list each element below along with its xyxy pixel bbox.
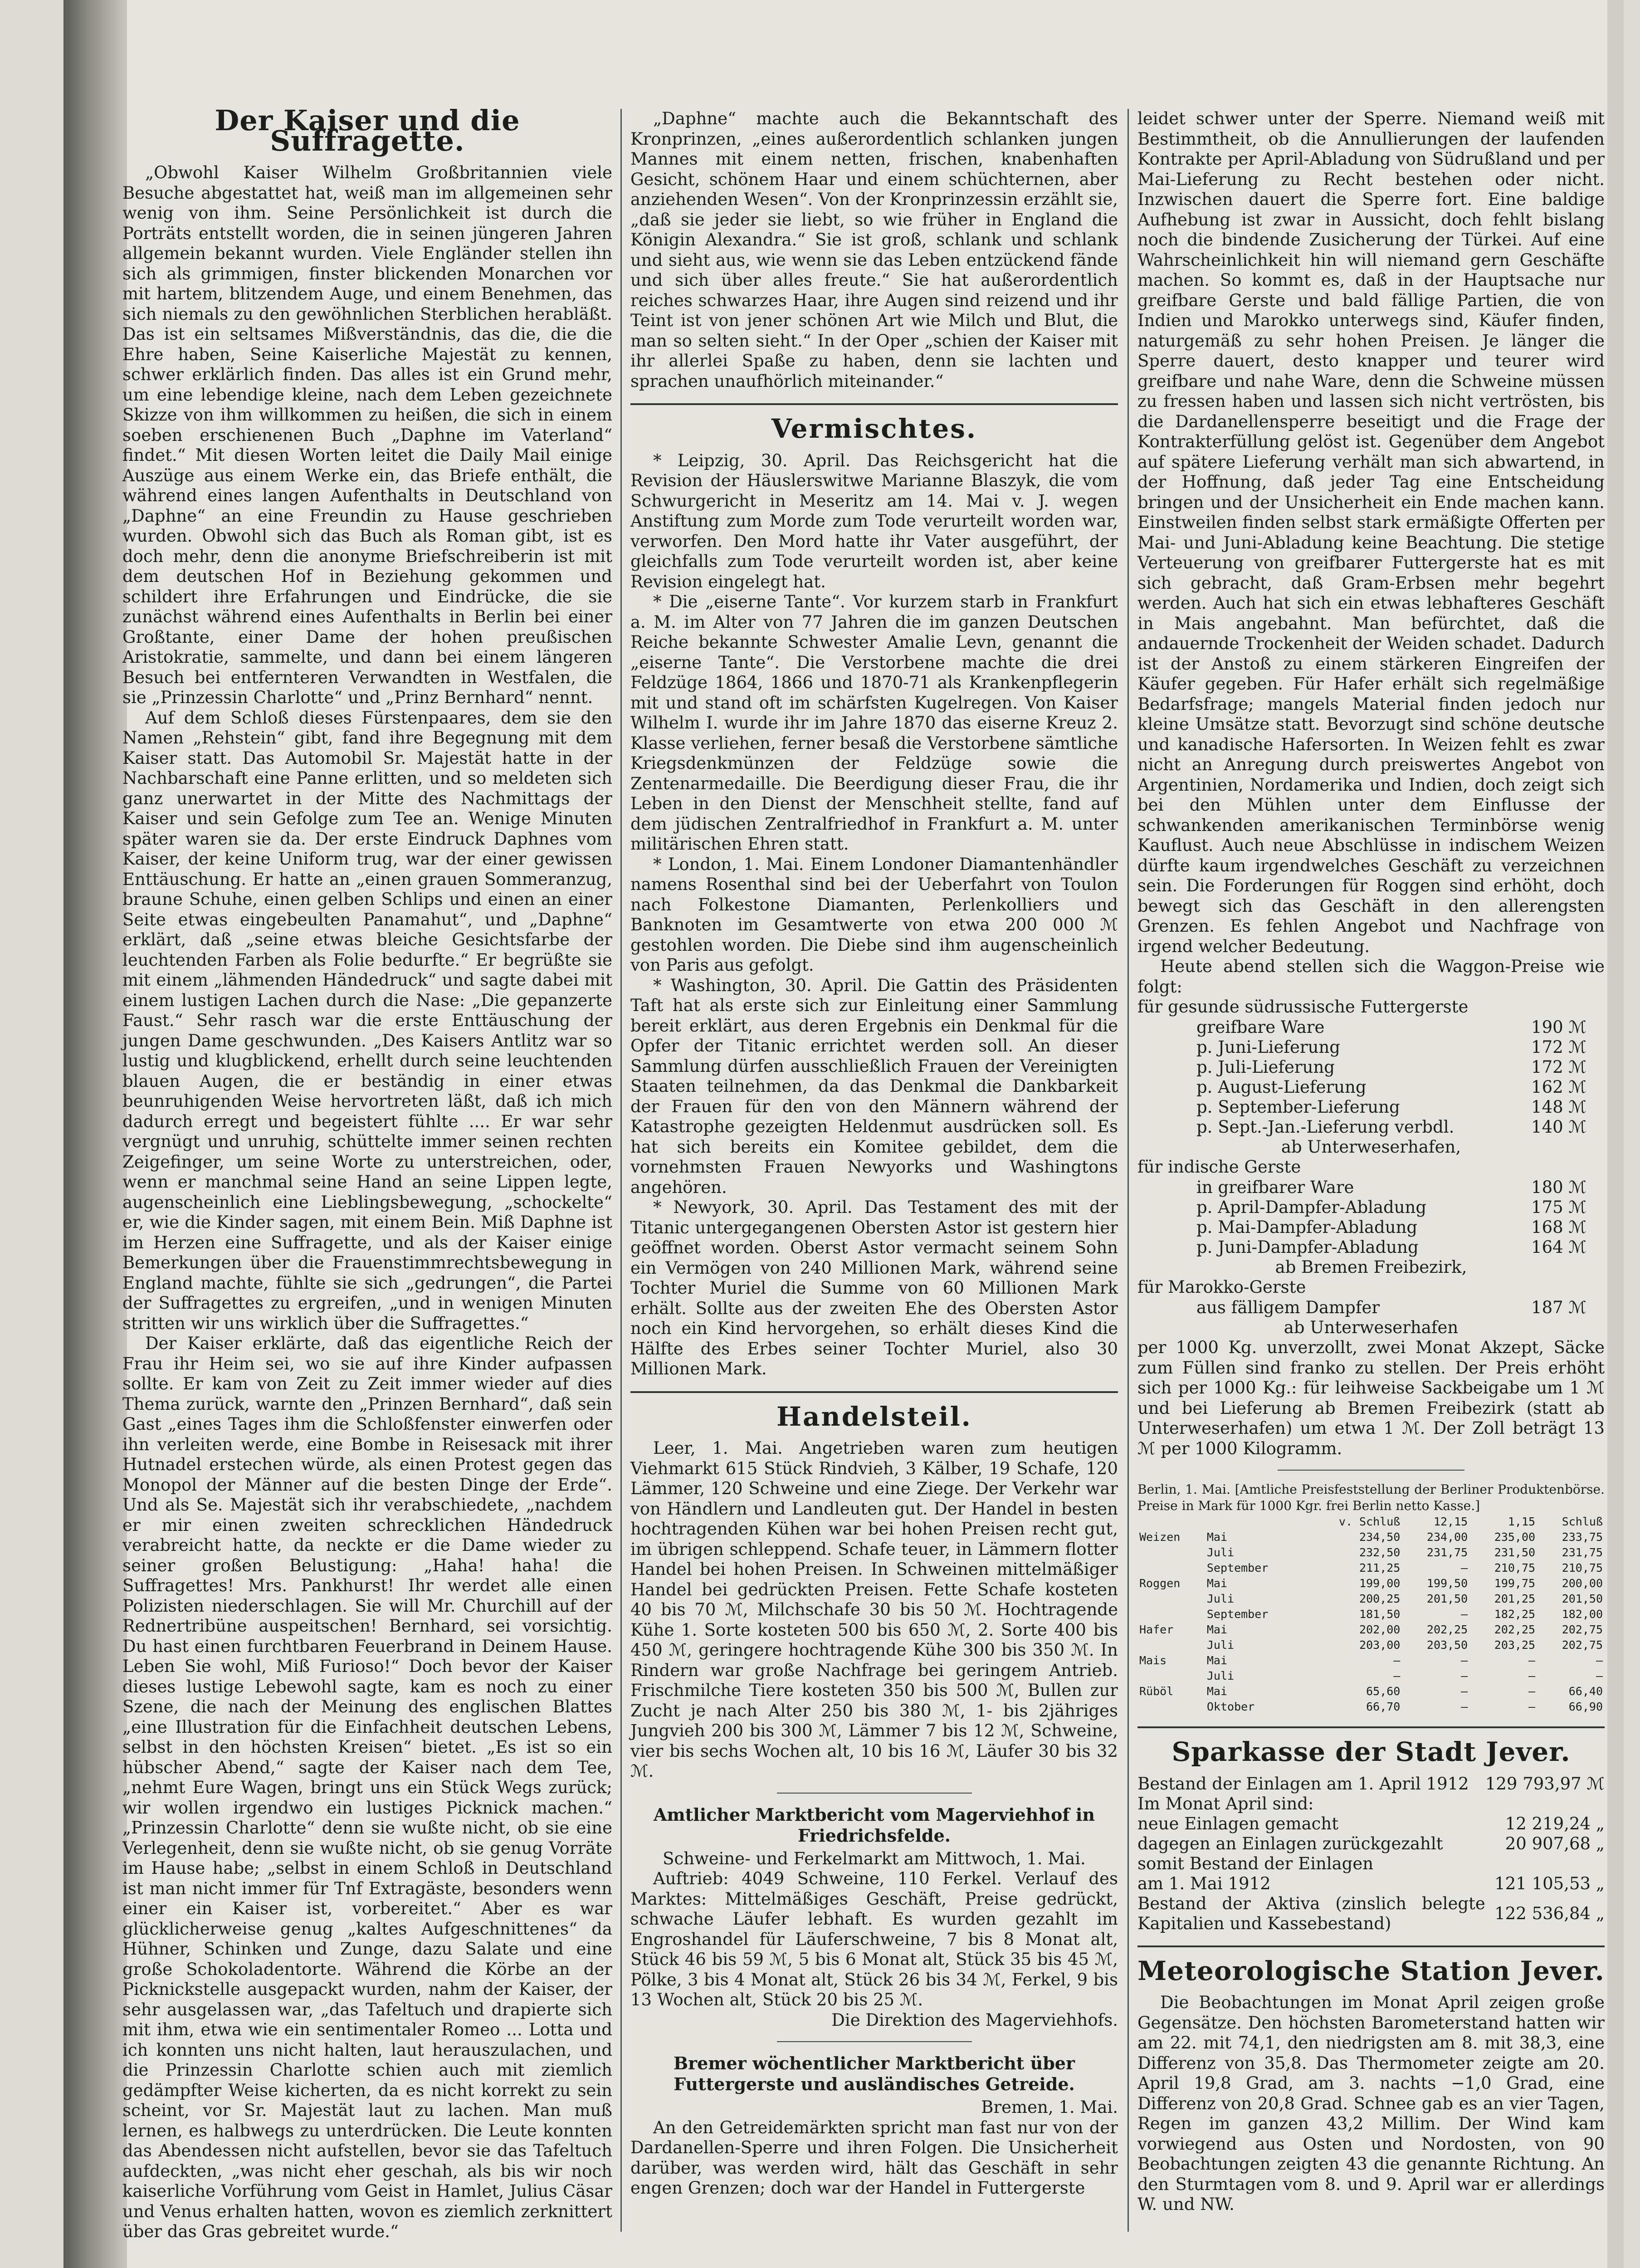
paragraph: leidet schwer unter der Sperre. Niemand weiß mit Bestimmtheit, ob die Annullierungen der laufenden Kontrakte per April-Abladung von Südrußland und per Mai-Lieferung zu Recht bestehen oder nicht. Inzwischen dauert die Sperre fort. Eine baldige Aufhebung ist zwar in Aussicht, doch fehlt bislang noch die bindende Zusicherung der Türkei. Auf eine Wahrscheinlichkeit hin will niemand gern Geschäfte machen. So kommt es, daß in der Hauptsache nur greifbare Gerste und bald fällige Partien, die von Indien und Marokko unterwegs sind, Käufer finden, naturgemäß zu sehr hohen Preisen. Je länger die Sperre dauert, desto knapper und teurer wird greifbare und nahe Ware, denn die Schweine müssen zu fressen haben und lassen sich nicht vertrösten, bis die Dardanellensperre beseitigt und die Frage der Kontrakterfüllung gelöst ist. Gegenüber dem Angebot auf spätere Lieferung verhält man sich abwartend, in der Hoffnung, daß jeder Tag eine Entscheidung bringen und der Unsicherheit ein Ende machen kann. Einstweilen finden selbst stark ermäßigte Offerten per Mai- und Juni-Abladung keine Beachtung. Die stetige Verteuerung von greifbarer Futtergerste hat es mit sich gebracht, daß Gram-Erbsen mehr begehrt werden. Auch hat sich ein etwas lebhafteres Geschäft in Mais angebahnt. Man befürchtet, daß die andauernde Trockenheit der Weiden schadet. Dadurch ist der Anstoß zu einem stärkeren Eingreifen der Käufer gegeben. Für Hafer erhält sich regelmäßige Bedarfsfrage; mangels Material finden jedoch nur kleine Umsätze statt. Bevorzugt sind schöne deutsche und kanadische Hafersorten. In Weizen fehlt es zwar nicht an Anregung durch preiswertes Angebot von Argentinien, Nordamerika und Indien, doch zeigt sich bei den Mühlen unter dem Einflusse der schwankenden amerikanischen Terminbörse wenig Kauflust. Auch neue Abschlüsse in indischem Weizen dürfte kaum irgendwelches Geschäft zu verzeichnen sein. Die Forderungen für Roggen sind erhöht, doch bewegt sich das Geschäft in den allerengsten Grenzen. Es fehlen Angebot und Nachfrage von irgend welcher Bedeutung.	[1137, 109, 1605, 956]
price-cell: —	[1393, 1654, 1401, 1667]
month-cell: September	[1206, 1561, 1269, 1574]
price-cell: —	[1528, 1685, 1536, 1698]
price-cell: —	[1461, 1669, 1468, 1682]
month-cell: Mai	[1206, 1654, 1228, 1667]
price-cell: 182,00	[1562, 1608, 1603, 1621]
price-cell: 202,00	[1359, 1623, 1401, 1636]
commodity-cell	[1137, 1607, 1205, 1622]
section-rule	[630, 1391, 1118, 1393]
price-label: p. Juni-Dampfer-Abladung	[1196, 1237, 1419, 1257]
price-value: 162 ℳ	[1531, 1077, 1586, 1097]
table-row	[1137, 1874, 1605, 1894]
table-row	[1137, 1591, 1605, 1607]
column-header: 12,15	[1433, 1515, 1468, 1528]
price-cell: 201,50	[1426, 1592, 1468, 1605]
section-rule	[1137, 1726, 1605, 1728]
price-cell: 231,50	[1494, 1546, 1536, 1559]
price-cell: —	[1393, 1669, 1401, 1682]
account-value: 129 793,97 ℳ	[1485, 1774, 1605, 1794]
news-item: * Die „eiserne Tante“. Vor kurzem starb in Frankfurt a. M. im Alter von 77 Jahren die im ganzen Deutschen Reiche bekannte Schwester Amalie Levn, genannt die „eiserne Tante“. Die Verstorbene machte die drei Feldzüge 1864, 1866 und 1870-71 als Krankenpflegerin mit und stand oft im schärfsten Kugelregen. Von Kaiser Wilhelm I. wurde ihr im Jahre 1870 das eiserne Kreuz 2. Klasse verliehen, ferner besaß die Verstorbene sämtliche Kriegsdenkmünzen der Feldzüge sowie die Zentenarmedaille. Die Beerdigung dieser Frau, die ihr Leben in den Dienst der Menschheit stellte, fand auf dem jüdischen Zentralfriedhof in Frankfurt a. M. unter militärischen Ehren statt.	[630, 592, 1118, 854]
price-cell: 202,75	[1562, 1638, 1603, 1652]
account-label: Bestand der Einlagen am 1. April 1912	[1137, 1774, 1469, 1794]
price-value: 175 ℳ	[1531, 1197, 1586, 1217]
account-value: 121 105,53 „	[1494, 1873, 1605, 1893]
price-cell: 199,50	[1426, 1577, 1468, 1590]
price-row	[1196, 1178, 1596, 1198]
price-location: ab Bremen Freibezirk,	[1275, 1257, 1467, 1277]
table-row	[1137, 1834, 1605, 1854]
divider	[777, 2041, 972, 2042]
commodity-cell	[1137, 1699, 1205, 1715]
price-cell: 232,50	[1359, 1546, 1401, 1559]
price-cell: 201,25	[1494, 1592, 1536, 1605]
prices-label: für gesunde südrussische Futtergerste	[1137, 997, 1469, 1017]
price-row	[1196, 1217, 1596, 1237]
section-rule	[1137, 1945, 1605, 1947]
column-header: v. Schluß	[1338, 1515, 1401, 1528]
sparkasse-table	[1137, 1774, 1605, 1934]
commodity-cell	[1137, 1591, 1205, 1607]
prices-label: für Marokko-Gerste	[1137, 1277, 1306, 1297]
price-label: p. August-Lieferung	[1196, 1077, 1367, 1097]
market-report-signature: Die Direktion des Magerviehhofs.	[831, 2010, 1118, 2030]
price-table-morocco	[1196, 1298, 1596, 1318]
price-row	[1196, 1017, 1596, 1037]
price-value: 172 ℳ	[1531, 1037, 1586, 1057]
price-value: 168 ℳ	[1531, 1217, 1586, 1237]
account-label: neue Einlagen gemacht	[1137, 1813, 1339, 1833]
account-value: 12 219,24 „	[1505, 1813, 1605, 1833]
price-cell: —	[1461, 1654, 1468, 1667]
price-cell: 202,25	[1494, 1623, 1536, 1636]
divider	[1278, 1470, 1464, 1471]
price-cell: 200,25	[1359, 1592, 1401, 1605]
price-cell: —	[1528, 1700, 1536, 1713]
price-cell: 201,50	[1562, 1592, 1603, 1605]
price-cell: 231,75	[1426, 1546, 1468, 1559]
price-cell: 65,60	[1366, 1685, 1401, 1698]
price-location: ab Unterweserhafen,	[1281, 1137, 1461, 1157]
price-value: 164 ℳ	[1531, 1237, 1586, 1257]
article-headline-kaiser: Der Kaiser und die Suffragette.	[215, 104, 520, 157]
price-cell: 66,90	[1568, 1700, 1603, 1713]
table-row	[1137, 1814, 1605, 1834]
berlin-exchange-title: Berlin, 1. Mai. [Amtliche Preisfeststellung der Berliner Produktenbörse. Preise in Mark für 1000 Kgr. frei Berlin netto Kasse.]	[1137, 1482, 1605, 1513]
price-row	[1196, 1298, 1596, 1318]
month-cell: Mai	[1206, 1577, 1228, 1590]
prices-intro: Heute abend stellen sich die Waggon-Preise wie folgt:	[1137, 957, 1605, 997]
price-cell: —	[1528, 1654, 1536, 1667]
table-row	[1137, 1653, 1605, 1668]
berlin-exchange-table	[1137, 1514, 1605, 1715]
price-value: 140 ℳ	[1531, 1117, 1586, 1137]
table-row	[1137, 1854, 1605, 1874]
month-cell: Juli	[1206, 1669, 1235, 1682]
month-cell: Oktober	[1206, 1700, 1255, 1713]
month-cell: Juli	[1206, 1546, 1235, 1559]
price-cell: 210,75	[1562, 1561, 1603, 1574]
price-cell: 202,75	[1562, 1623, 1603, 1636]
commodity-cell	[1137, 1668, 1205, 1684]
price-cell: 203,50	[1426, 1638, 1468, 1652]
commodity-cell: Rüböl	[1139, 1685, 1174, 1698]
bremen-report-text: An den Getreidemärkten spricht man fast nur von der Dardanellen-Sperre und ihren Folgen. Die Unsicherheit darüber, was werden wird, hält das Geschäft in sehr engen Grenzen; doch war der Handel in Futtergerste	[630, 2117, 1118, 2198]
account-value: 20 907,68 „	[1505, 1833, 1605, 1853]
bremen-report-date: Bremen, 1. Mai.	[981, 2097, 1118, 2117]
price-row	[1196, 1198, 1596, 1217]
price-value: 187 ℳ	[1531, 1297, 1586, 1317]
account-value	[1485, 1794, 1605, 1814]
price-cell: 234,50	[1359, 1530, 1401, 1544]
market-report-text: Auftrieb: 4049 Schweine, 110 Ferkel. Verlauf des Marktes: Mittelmäßiges Geschäft, Preise gedrückt, schwache Läufer lebhaft. Es wurden gezahlt im Engroshandel für Läuferschweine, 7 bis 8 Monat alt, Stück 46 bis 59 ℳ, 5 bis 6 Monat alt, Stück 35 bis 45 ℳ, Pölke, 3 bis 4 Monat alt, Stück 26 bis 34 ℳ, Ferkel, 9 bis 13 Wochen alt, Stück 20 bis 25 ℳ.	[630, 1869, 1118, 2009]
column-3	[1137, 104, 1605, 2215]
month-cell: Juli	[1206, 1592, 1235, 1605]
month-cell: Mai	[1206, 1530, 1228, 1544]
price-cell: 210,75	[1494, 1561, 1536, 1574]
market-report-subtitle: Schweine- und Ferkelmarkt am Mittwoch, 1. Mai.	[663, 1848, 1086, 1868]
news-item: * Washington, 30. April. Die Gattin des Präsidenten Taft hat als erste sich zur Einleitung einer Sammlung bereit erklärt, aus deren Ergebnis ein Denkmal für die Opfer der Titanic errichtet werden soll. An dieser Sammlung dürfen ausschließlich Frauen der Vereinigten Staaten teilnehmen, da das Denkmal die Dankbarkeit der Frauen für den von den Männern während der Katastrophe gezeigten Heldenmut ausdrücken soll. Es hat sich bereits ein Komitee gebildet, dem die vornehmsten Frauen Newyorks und Washingtons angehören.	[630, 975, 1118, 1197]
table-header	[1137, 1514, 1605, 1530]
price-row	[1196, 1077, 1596, 1097]
paragraph: Auf dem Schloß dieses Fürstenpaares, dem sie den Namen „Rehstein“ gibt, fand ihre Begegnung mit dem Kaiser statt. Das Automobil Sr. Majestät hatte in der Nachbarschaft eine Panne erlitten, und so meldeten sich ganz unerwartet in der Mitte des Nachmittags der Kaiser und sein Gefolge zum Tee an. Wenige Minuten später waren sie da. Der erste Eindruck Daphnes vom Kaiser, der keine Uniform trug, war der einer gewissen Enttäuschung. Er hatte an „einen grauen Sommeranzug, braune Schuhe, einen gelben Schlips und einen an einer Seite etwas eingebeulten Panamahut“, und „Daphne“ erklärt, daß „seine etwas bleiche Gesichtsfarbe der leuchtenden Farben als Folie bedurfte.“ Er begrüßte sie mit einem „lähmenden Händedruck“ und sagte dabei mit einem lustigen Lachen durch die Nase: „Die gepanzerte Faust.“ Sehr rasch war die erste Enttäuschung der jungen Dame geschwunden. „Des Kaisers Antlitz war so lustig und klugblickend, erhellt durch seine leuchtenden blauen Augen, die er beständig in einer etwas beunruhigenden Weise hervortreten läßt, daß ich mich dadurch erregt und begeistert fühlte .... Er war sehr vergnügt und unruhig, schüttelte immer seinen rechten Zeigefinger, um seine Worte zu unterstreichen, oder, wenn er manchmal seine Hand an seine Lippen legte, augenscheinlich eine Lieblingsbewegung, „schockelte“ er, wie die Kinder sagen, mit einem Bein. Miß Daphne ist im Herzen eine Suffragette, und als der Kaiser einige Bemerkungen über die Frauenstimmrechtsbewegung in England machte, fühlte sie sich „gedrungen“, die Partei der Suffragettes zu ergreifen, „und in wenigen Minuten stritten wir uns wirklich über die Suffragettes.“	[122, 708, 612, 1333]
price-row	[1196, 1097, 1596, 1117]
account-value	[1485, 1854, 1605, 1874]
price-terms: per 1000 Kg. unverzollt, zwei Monat Akzept, Säcke zum Füllen sind franko zu stellen. Der Preis erhöht sich per 1000 Kg.: für leihweise Sackbeigabe um 1 ℳ und bei Lieferung ab Bremen Freibezirk (statt ab Unterweserhafen) um etwa 1 ℳ. Der Zoll beträgt 13 ℳ per 1000 Kilogramm.	[1137, 1338, 1605, 1458]
account-label: dagegen an Einlagen zurückgezahlt	[1137, 1833, 1443, 1853]
book-spine	[63, 0, 127, 2268]
section-rule	[630, 403, 1118, 405]
price-row	[1196, 1057, 1596, 1077]
price-label: p. Juni-Lieferung	[1196, 1037, 1340, 1057]
price-label: aus fälligem Dampfer	[1196, 1297, 1380, 1317]
table-row	[1137, 1530, 1605, 1545]
market-report-leer: Leer, 1. Mai. Angetrieben waren zum heutigen Viehmarkt 615 Stück Rindvieh, 3 Kälber, 19 Schafe, 120 Lämmer, 120 Schweine und eine Ziege. Der Verkehr war von Händlern und Landleuten gut. Der Handel in besten hochtragenden Kühen war bei hohen Preisen recht gut, im übrigen schleppend. Schafe teuer, in Lämmern flotter Handel bei hohen Preisen. In Schweinen mittelmäßiger Handel bei gedrückten Preisen. Fette Schafe kosteten 40 bis 70 ℳ, Milchschafe 30 bis 50 ℳ. Hochtragende Kühe 1. Sorte kosteten 500 bis 650 ℳ, 2. Sorte 400 bis 450 ℳ, geringere hochtragende Kühe 300 bis 350 ℳ. In Rindern war große Nachfrage bei geringem Antrieb. Frischmilche Tiere kosteten 350 bis 500 ℳ, Bullen zur Zucht je nach Alter 250 bis 380 ℳ, 1- bis 2jähriges Jungvieh 200 bis 300 ℳ, Lämmer 7 bis 12 ℳ, Schweine, vier bis sechs Wochen alt, 10 bis 16 ℳ, Läufer 30 bis 32 ℳ.	[630, 1438, 1118, 1781]
page-edge	[1607, 0, 1624, 2268]
price-label: in greifbarer Ware	[1196, 1177, 1354, 1197]
month-cell: Mai	[1206, 1685, 1228, 1698]
account-label: Im Monat April sind:	[1137, 1794, 1314, 1813]
price-row	[1196, 1117, 1596, 1137]
section-heading-vermischtes: Vermischtes.	[771, 413, 977, 444]
news-item: * Leipzig, 30. April. Das Reichsgericht hat die Revision der Häuslerswitwe Marianne Blaszyk, die vom Schwurgericht in Meseritz am 14. Mai v. J. wegen Anstiftung zum Morde zum Tode verurteilt worden war, verworfen. Den Mord hatte ihr Vater ausgeführt, der gleichfalls zum Tode verurteilt worden ist, aber keine Revision eingelegt hat.	[630, 450, 1118, 591]
prices-label: für indische Gerste	[1137, 1157, 1301, 1177]
price-value: 172 ℳ	[1531, 1057, 1586, 1077]
table-row	[1137, 1774, 1605, 1794]
table-row	[1137, 1684, 1605, 1699]
section-heading-handelsteil: Handelsteil.	[776, 1401, 972, 1432]
price-cell: 202,25	[1426, 1623, 1468, 1636]
table-row	[1137, 1894, 1605, 1934]
table-row	[1137, 1699, 1605, 1715]
commodity-cell: Weizen	[1139, 1530, 1181, 1544]
table-row	[1137, 1794, 1605, 1814]
price-label: p. Mai-Dampfer-Abladung	[1196, 1217, 1418, 1237]
paragraph: „Obwohl Kaiser Wilhelm Großbritannien viele Besuche abgestattet hat, weiß man im allgemeinen sehr wenig von ihm. Seine Persönlichkeit ist durch die Porträts entstellt worden, die in seinen jüngeren Jahren allgemein bekannt wurden. Viele Engländer stellen ihn sich als grimmigen, finster blickenden Monarchen vor mit hartem, blitzendem Auge, und einem Benehmen, das sich niemals zu den gewöhnlichen Sterblichen herabläßt. Das ist ein seltsames Mißverständnis, das die, die die Ehre haben, Seine Kaiserliche Majestät zu kennen, schwer erklärlich finden. Das alles ist ein Grund mehr, um eine lebendige kleine, nach dem Leben gezeichnete Skizze von ihm willkommen zu heißen, die sich in einem soeben erschienenen Buch „Daphne im Vaterland“ findet.“ Mit diesen Worten leitet die Daily Mail einige Auszüge aus einem Werke ein, das Briefe enthält, die während eines langen Aufenthalts in Deutschland von „Daphne“ an eine Freundin zu Hause geschrieben wurden. Obwohl sich das Buch als Roman gibt, ist es doch mehr, denn die anonyme Briefschreiberin ist mit dem deutschen Hof in Beziehung gekommen und schildert ihre Erfahrungen und Eindrücke, die sie zunächst während eines Aufenthalts in Berlin bei einer Großtante, einer Dame der hohen preußischen Aristokratie, sammelte, und dann bei einem längeren Besuch bei entfernteren Verwandten in Westfalen, die sie „Prinzessin Charlotte“ und „Prinz Bernhard“ nennt.	[122, 163, 612, 707]
price-cell: 199,00	[1359, 1577, 1401, 1590]
price-cell: —	[1596, 1654, 1603, 1667]
market-report-title: Amtlicher Marktbericht vom Magerviehhof in Friedrichsfelde.	[654, 1804, 1095, 1846]
price-cell: —	[1461, 1561, 1468, 1574]
account-label: somit Bestand der Einlagen	[1137, 1853, 1374, 1873]
table-row	[1137, 1622, 1605, 1637]
column-2	[630, 104, 1118, 2199]
price-table-south-russian	[1196, 1017, 1596, 1137]
newspaper-page	[63, 0, 1624, 2268]
commodity-cell	[1137, 1560, 1205, 1576]
table-row	[1137, 1607, 1605, 1622]
price-table-indian	[1196, 1178, 1596, 1257]
price-label: greifbare Ware	[1196, 1017, 1325, 1037]
account-label: am 1. Mai 1912	[1137, 1873, 1271, 1893]
price-label: p. Juli-Lieferung	[1196, 1057, 1335, 1077]
column-1	[122, 104, 612, 2242]
price-cell: 200,00	[1562, 1577, 1603, 1590]
month-cell: Mai	[1206, 1623, 1228, 1636]
table-row	[1137, 1668, 1605, 1684]
news-item: * Newyork, 30. April. Das Testament des mit der Titanic untergegangenen Obersten Astor ist gestern hier geöffnet worden. Oberst Astor vermacht seinem Sohn ein Vermögen von 240 Millionen Mark, während seine Tochter Muriel die Summe von 60 Millionen Mark erhält. Sollte aus der zweiten Ehe des Obersten Astor noch ein Kind hervorgehen, so erhält dieses Kind die Hälfte des Erbes seiner Tochter Muriel, also 30 Millionen Mark.	[630, 1198, 1118, 1378]
price-cell: —	[1461, 1608, 1468, 1621]
price-cell: 66,40	[1568, 1685, 1603, 1698]
price-value: 190 ℳ	[1531, 1017, 1586, 1037]
divider	[777, 1793, 972, 1794]
column-rule	[1128, 109, 1129, 2232]
price-label: p. September-Lieferung	[1196, 1097, 1400, 1117]
price-cell: —	[1596, 1669, 1603, 1682]
paragraph: „Daphne“ machte auch die Bekanntschaft des Kronprinzen, „eines außerordentlich schlanken jungen Mannes mit einem netten, frischen, knabenhaften Gesicht, schönem Haar und einem schüchternen, aber anziehenden Wesen“. Von der Kronprinzessin erzählt sie, „daß sie jeder sie liebt, so wie früher in England die Königin Alexandra.“ Sie ist groß, schlank und schlank und sieht aus, wie wenn sie das Leben entzückend fände und sich über alles freute.“ Sie hat außerordentlich reiches schwarzes Haar, ihre Augen sind reizend und ihr Teint ist von jener schönen Art wie Milch und Blut, die man so selten sieht.“ In der Oper „schien der Kaiser mit ihr allerlei Spaße zu haben, denn sie lachten und sprachen unaufhörlich miteinander.“	[630, 109, 1118, 391]
account-label: Bestand der Aktiva (zinslich belegte Kapitalien und Kassebestand)	[1137, 1893, 1485, 1933]
price-cell: 233,75	[1562, 1530, 1603, 1544]
column-header: 1,15	[1508, 1515, 1536, 1528]
table-row	[1137, 1545, 1605, 1560]
column-header: Schluß	[1562, 1515, 1603, 1528]
weather-report: Die Beobachtungen im Monat April zeigen große Gegensätze. Den höchsten Barometerstand hatten wir am 22. mit 74,1, den niedrigsten am 8. mit 38,3, eine Differenz von 35,8. Das Thermometer zeigte am 20. April 19,8 Grad, am 3. nachts −1,0 Grad, eine Differenz von 20,8 Grad. Schnee gab es an vier Tagen, Regen im ganzen 43,2 Millim. Der Wind kam vorwiegend aus Osten und Nordosten, von 90 Beobachtungen zeigten 43 die genannte Richtung. An den Sturmtagen vom 8. und 9. April war er allerdings W. und NW.	[1137, 1993, 1605, 2214]
price-value: 180 ℳ	[1531, 1177, 1586, 1197]
price-label: p. April-Dampfer-Abladung	[1196, 1197, 1427, 1217]
price-label: p. Sept.-Jan.-Lieferung verbdl.	[1196, 1117, 1455, 1137]
news-item: * London, 1. Mai. Einem Londoner Diamantenhändler namens Rosenthal sind bei der Ueberfahrt von Toulon nach Folkestone Diamanten, Perlenkolliers und Banknoten im Gesamtwerte von etwa 200 000 ℳ gestohlen worden. Die Diebe sind ihm augenscheinlich von Paris aus gefolgt.	[630, 854, 1118, 975]
price-cell: 182,25	[1494, 1608, 1536, 1621]
table-row	[1137, 1560, 1605, 1576]
commodity-cell: Roggen	[1139, 1577, 1181, 1590]
price-cell: 234,00	[1426, 1530, 1468, 1544]
price-cell: 235,00	[1494, 1530, 1536, 1544]
table-row	[1137, 1637, 1605, 1653]
table-row	[1137, 1576, 1605, 1591]
commodity-cell	[1137, 1637, 1205, 1653]
month-cell: Juli	[1206, 1638, 1235, 1652]
price-location: ab Unterweserhafen	[1284, 1317, 1459, 1337]
commodity-cell: Mais	[1139, 1654, 1167, 1667]
price-row	[1196, 1037, 1596, 1057]
paragraph: Der Kaiser erklärte, daß das eigentliche Reich der Frau ihr Heim sei, wo sie auf ihre Kinder aufpassen sollte. Er kam von Zeit zu Zeit immer wieder auf dies Thema zurück, warnte den „Prinzen Bernhard“, daß sein Gast „eines Tages ihm die Schloßfenster einwerfen oder ihn verleiten werde, eine Bombe in Reisesack mit ihrer Hutnadel erstechen würde, als einen Protest gegen das Monopol der Männer auf die besten Dinge der Erde“. Und als Se. Majestät sich ihr verabschiedete, „nachdem er mir einen zweiten schrecklichen Händedruck verabreicht hatte, da neckte er die Dame wieder zu seiner großen Belustigung: „Haha! haha! die Suffragettes! Mrs. Pankhurst! Ihr werdet alle einen Polizisten niederschlagen. Sie will Mr. Churchill auf der Rednertribüne auspeitschen! Bernhard, sei vorsichtig. Du hast einen furchtbaren Feuerbrand in Deinem Hause. Leben Sie wohl, Miß Furioso!“ Doch bevor der Kaiser dieses lustige Lebewohl sagte, kam es noch zu einer Szene, die nach der Meinung des englischen Blattes „eine Illustration für die Einfachheit deutschen Lebens, selbst in den höchsten Kreisen“ bietet. „Es ist so ein hübscher Abend,“ sagte der Kaiser nach dem Tee, „nehmt Eure Wagen, bringt uns ein Stück Wegs zurück; wir wollen irgendwo ein lustiges Picknick machen.“ „Prinzessin Charlotte“ denn sie wußte nicht, ob sie eine Verlegenheit, denn sie wußte nicht, ob sie genug Vorräte im Hause habe; „selbst in einem Schloß in Deutschland ist man nicht immer für Tnf Extragäste, besonders wenn einer ein Kaiser ist, vorbereitet.“ Aber es war glücklicherweise genug „kaltes Aufgeschnittenes“ da Hühner, Schinken und Zunge, dazu Salate und eine große Schokoladentorte. Während die Körbe an der Picknickstelle ausgepackt wurden, nahm der Kaiser, der sehr ausgelassen war, „das Tafeltuch und drapierte sich mit ihm, etwa wie ein sentimentaler Romeo ... Lotta und ich konnten uns nicht halten, laut herauszulachen, und die Prinzessin Charlotte schien auch mit ziemlich gedämpfter Weise kicherten, da es nicht korrekt zu sein scheint, vor Sr. Majestät laut zu lachen. Man muß lernen, es halbwegs zu unterdrücken. Die Leute konnten das Abendessen nicht aufstellen, bevor sie das Tafeltuch aufdeckten, „was nicht eher geschah, als bis wir noch kaiserliche Vorführung vom Geist in Hamlet, Julius Cäsar und Venus erhalten hatten, wovon es ziemlich zerknittert über das Gras gebreitet wurde.“	[122, 1334, 612, 2241]
section-heading-meteorologie: Meteorologische Station Jever.	[1137, 1955, 1605, 1986]
price-cell: 203,00	[1359, 1638, 1401, 1652]
price-value: 148 ℳ	[1531, 1097, 1586, 1117]
price-row	[1196, 1237, 1596, 1257]
commodity-cell: Hafer	[1139, 1623, 1174, 1636]
month-cell: September	[1206, 1608, 1269, 1621]
price-cell: —	[1461, 1700, 1468, 1713]
price-cell: 231,75	[1562, 1546, 1603, 1559]
price-cell: 66,70	[1366, 1700, 1401, 1713]
commodity-cell	[1137, 1545, 1205, 1560]
price-cell: 203,25	[1494, 1638, 1536, 1652]
bremen-report-title: Bremer wöchentlicher Marktbericht über Futtergerste und ausländisches Getreide.	[674, 2053, 1075, 2094]
column-rule	[620, 109, 622, 2232]
price-cell: 199,75	[1494, 1577, 1536, 1590]
price-cell: 181,50	[1359, 1608, 1401, 1621]
section-heading-sparkasse: Sparkasse der Stadt Jever.	[1171, 1736, 1571, 1767]
account-value: 122 536,84 „	[1494, 1903, 1605, 1923]
price-cell: —	[1528, 1669, 1536, 1682]
price-cell: 211,25	[1359, 1561, 1401, 1574]
price-cell: —	[1461, 1685, 1468, 1698]
